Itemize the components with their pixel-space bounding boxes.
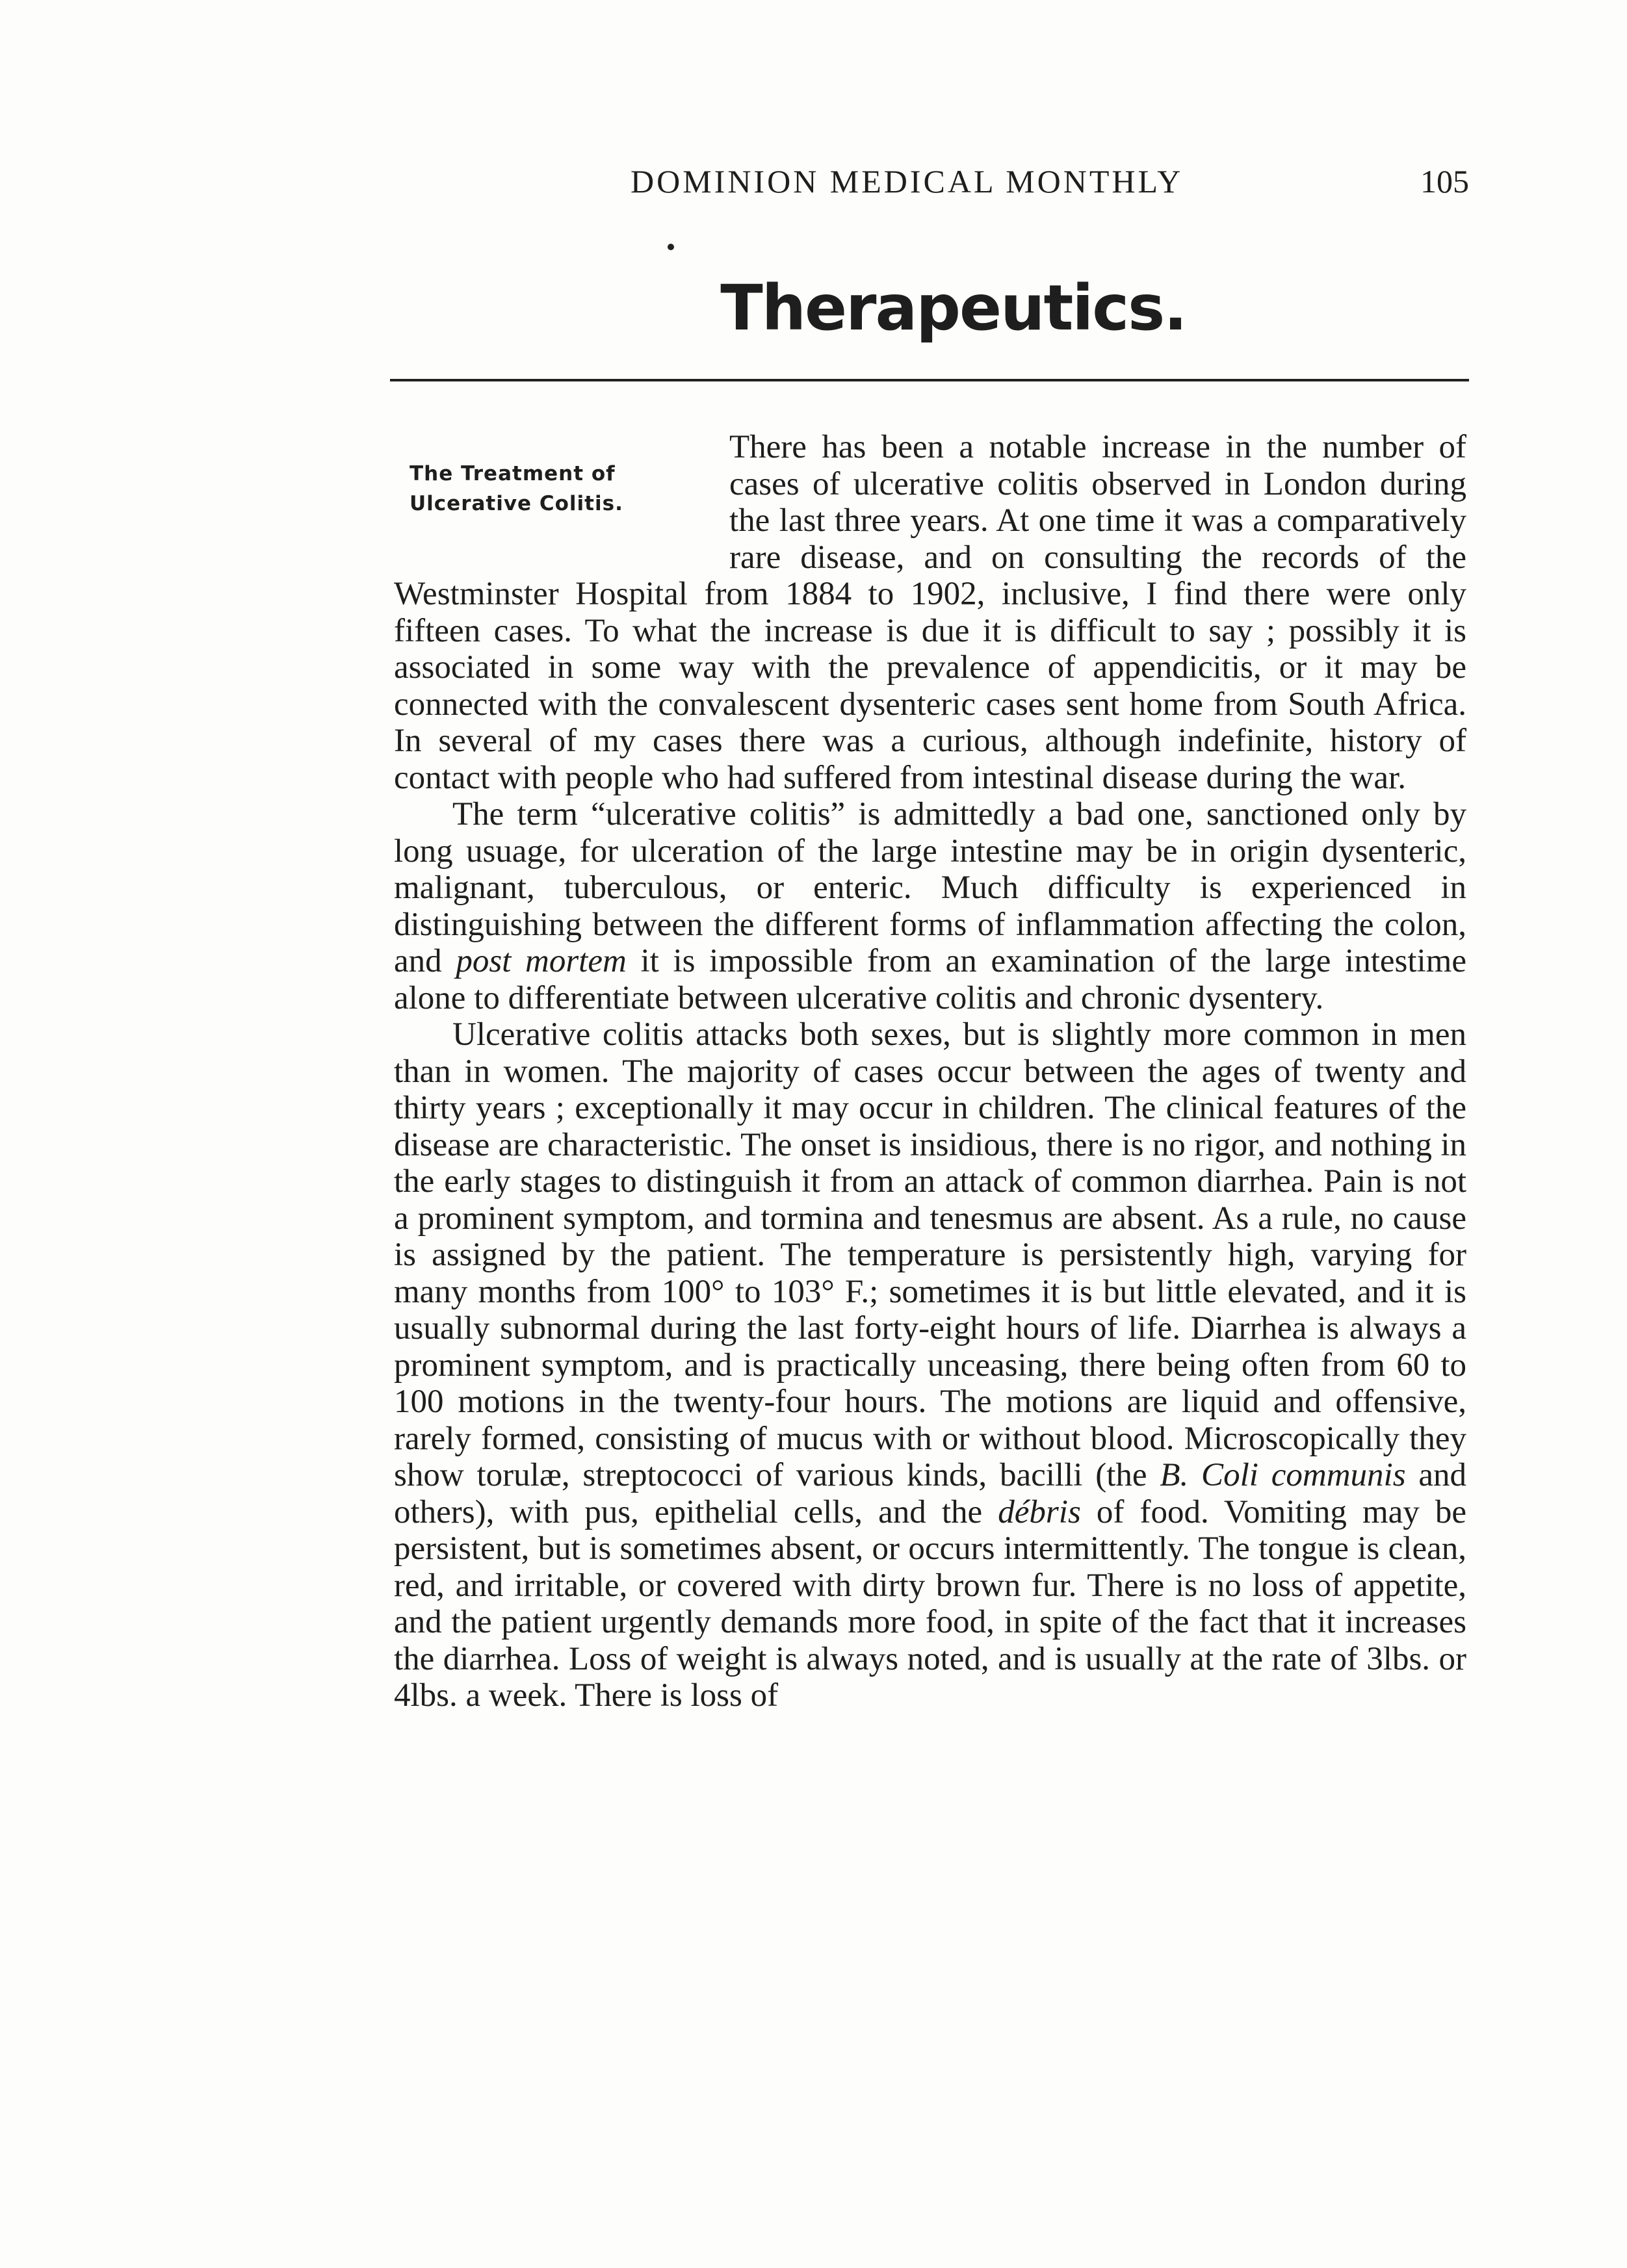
paragraph-3-part-b: and others), with pus, epithelial cells, and the bbox=[394, 1457, 1467, 1530]
paragraph-2-part-a: The term “ulcerative colitis” is admittedly a bad one, sanctioned only by long usuage, for ulceration of the large intestine may be in origin dysenteric, malignant, tuberculous, or enteric. Much difficulty is experienced in distinguishing between the different forms of inflammation affecting the colon, and bbox=[394, 796, 1466, 979]
page-number: 105 bbox=[1420, 163, 1469, 200]
paragraph-1 bbox=[394, 429, 1466, 796]
margin-note-line-2: Ulcerative Colitis. bbox=[410, 492, 623, 515]
section-title: Therapeutics. bbox=[720, 272, 1186, 344]
paragraph-2-italic: post mortem bbox=[456, 943, 627, 979]
margin-note-line-1: The Treatment of bbox=[410, 462, 616, 485]
paragraph-3-italic-2: débris bbox=[998, 1493, 1081, 1530]
paragraph-1-text: There has been a notable increase in the number of cases of ulcerative colitis observed in London during the last three years. At one time it was a comparatively rare disease, and on consulting the records of the Westminster Hospital from 1884 to 1902, inclusive, I find there were only fifteen cases. To what the increase is due it is difficult to say ; possibly it is associated in some way with the prevalence of appendicitis, or it may be connected with the convalescent dysenteric cases sent home from South Africa. In several of my cases there was a curious, although indefinite, history of contact with people who had suffered from intestinal disease during the war. bbox=[394, 429, 1466, 796]
paragraph-3-italic-1: B. Coli communis bbox=[1160, 1457, 1406, 1493]
paragraph-2 bbox=[394, 796, 1466, 1016]
article-body bbox=[394, 429, 1466, 1714]
paragraph-3 bbox=[394, 1016, 1466, 1714]
paragraph-3-part-a: Ulcerative colitis attacks both sexes, but is slightly more common in men than in women. The majority of cases occur between the ages of twenty and thirty years ; exceptionally it may occur in children. The clinical features of the disease are characteristic. The onset is insidious, there is no rigor, and nothing in the early stages to distinguish it from an attack of common diarrhea. Pain is not a prominent symptom, and tormina and tenesmus are absent. As a rule, no cause is assigned by the patient. The temperature is persistently high, varying for many months from 100° to 103° F.; sometimes it is but little elevated, and it is usually subnormal during the last forty-eight hours of life. Diarrhea is always a prominent symptom, and is practically unceasing, there being often from 60 to 100 motions in the twenty-four hours. The motions are liquid and offensive, rarely formed, consisting of mucus with or without blood. Microscopically they show torulæ, streptococci of various kinds, bacilli (the bbox=[394, 1016, 1466, 1493]
paragraph-3-text bbox=[394, 1016, 1466, 1714]
title-rule bbox=[390, 379, 1469, 381]
paragraph-2-part-b: it is impossible from an examination of the large intestime alone to differentiate between ulcerative colitis and chronic dysentery. bbox=[394, 943, 1466, 1016]
margin-note-space bbox=[394, 429, 729, 539]
running-head: DOMINION MEDICAL MONTHLY bbox=[631, 163, 1184, 200]
ink-speck bbox=[668, 244, 674, 250]
paragraph-2-text bbox=[394, 796, 1466, 1016]
paragraph-3-part-c: of food. Vomiting may be persistent, but is sometimes absent, or occurs intermittently. The tongue is clean, red, and irritable, or covered with dirty brown fur. There is no loss of appetite, and the patient urgently demands more food, in spite of the fact that it increases the diarrhea. Loss of weight is always noted, and is usually at the rate of 3lbs. or 4lbs. a week. There is loss of bbox=[394, 1493, 1467, 1714]
